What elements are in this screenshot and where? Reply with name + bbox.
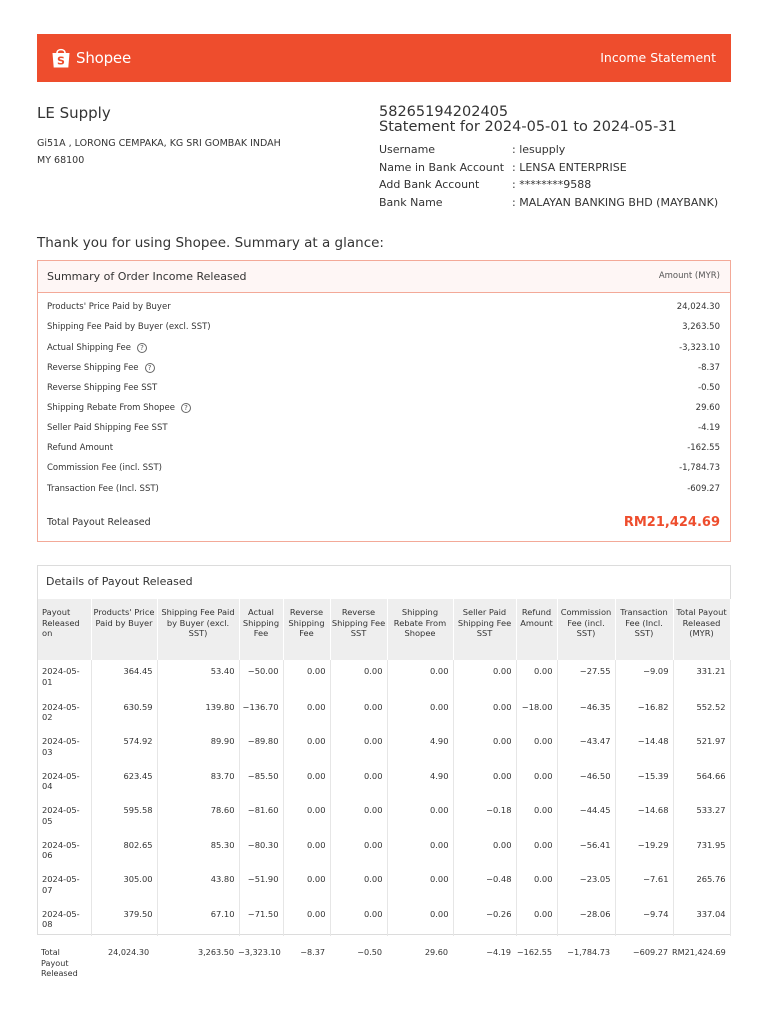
summary-row	[47, 482, 720, 496]
table-cell: 595.58	[91, 798, 157, 833]
shop-address-line1: Gi51A , LORONG CEMPAKA, KG SRI GOMBAK INDAH	[37, 138, 281, 149]
summary-row-label: Actual Shipping Fee	[47, 343, 131, 353]
table-cell: 0.00	[283, 902, 330, 937]
table-cell: −89.80	[239, 729, 283, 764]
table-cell: 0.00	[516, 867, 557, 902]
table-cell: −44.45	[557, 798, 615, 833]
table-cell: 0.00	[453, 833, 516, 868]
column-header: Shipping Rebate From Shopee	[387, 599, 453, 660]
total-payout-row	[47, 515, 720, 530]
total-cell: −609.27	[632, 947, 668, 957]
table-cell: 2024-05-08	[38, 902, 91, 937]
total-cell: 29.60	[424, 947, 448, 957]
table-cell: −51.90	[239, 867, 283, 902]
table-cell: 53.40	[157, 660, 239, 695]
summary-row	[47, 401, 720, 415]
table-cell: −80.30	[239, 833, 283, 868]
table-cell: 731.95	[673, 833, 730, 868]
table-cell: 139.80	[157, 695, 239, 730]
column-header: Payout Released on	[38, 599, 91, 660]
table-cell: 0.00	[330, 695, 387, 730]
summary-row	[47, 300, 720, 314]
table-cell: −14.68	[615, 798, 673, 833]
table-row	[38, 764, 730, 799]
table-row	[38, 902, 730, 937]
column-header: Shipping Fee Paid by Buyer (excl. SST)	[157, 599, 239, 660]
summary-row-label: Reverse Shipping Fee SST	[47, 383, 158, 393]
table-cell: 2024-05-03	[38, 729, 91, 764]
help-icon[interactable]: ?	[145, 363, 155, 373]
table-cell: 802.65	[91, 833, 157, 868]
table-cell: 0.00	[453, 764, 516, 799]
table-cell: 265.76	[673, 867, 730, 902]
amount-header: Amount (MYR)	[658, 271, 720, 281]
table-cell: 564.66	[673, 764, 730, 799]
total-payout-label: Total Payout Released	[47, 517, 151, 528]
table-cell: 0.00	[330, 764, 387, 799]
table-cell: 78.60	[157, 798, 239, 833]
table-cell: 0.00	[453, 695, 516, 730]
table-cell: 0.00	[283, 764, 330, 799]
table-cell: 4.90	[387, 764, 453, 799]
payout-table-header	[38, 599, 730, 660]
table-cell: 0.00	[283, 867, 330, 902]
info-label: Add Bank Account	[379, 178, 480, 192]
total-cell: RM21,424.69	[672, 947, 726, 957]
info-row-bank-name	[379, 196, 718, 214]
shop-address-line2: MY 68100	[37, 155, 85, 166]
table-cell: 0.00	[283, 660, 330, 695]
info-row-bank-account-name	[379, 161, 718, 179]
table-cell: −0.48	[453, 867, 516, 902]
total-payout-value: RM21,424.69	[623, 515, 720, 530]
summary-row-label: Transaction Fee (Incl. SST)	[47, 484, 159, 494]
summary-row	[47, 381, 720, 395]
table-cell: 0.00	[387, 660, 453, 695]
table-cell: 552.52	[673, 695, 730, 730]
info-label: Bank Name	[379, 196, 443, 210]
table-cell: 0.00	[516, 764, 557, 799]
table-cell: −16.82	[615, 695, 673, 730]
total-cell: −8.37	[300, 947, 325, 957]
table-cell: 0.00	[516, 729, 557, 764]
info-label: Username	[379, 143, 436, 156]
table-cell: −0.26	[453, 902, 516, 937]
shop-name: LE Supply	[37, 104, 111, 122]
table-cell: −7.61	[615, 867, 673, 902]
total-cell: −162.55	[516, 947, 552, 957]
table-cell: 364.45	[91, 660, 157, 695]
table-cell: 0.00	[516, 833, 557, 868]
table-cell: 89.90	[157, 729, 239, 764]
info-value: : lesupply	[512, 143, 566, 156]
payout-table	[38, 599, 731, 936]
summary-row-label: Shipping Rebate From Shopee	[47, 403, 176, 413]
table-cell: 305.00	[91, 867, 157, 902]
table-cell: −46.35	[557, 695, 615, 730]
brand-name: Shopee	[76, 49, 131, 67]
table-cell: 0.00	[283, 729, 330, 764]
table-cell: 0.00	[283, 833, 330, 868]
info-value: : MALAYAN BANKING BHD (MAYBANK)	[512, 196, 719, 210]
total-cell: Total Payout Released	[41, 947, 78, 978]
table-cell: −136.70	[239, 695, 283, 730]
summary-row-label: Seller Paid Shipping Fee SST	[47, 423, 168, 433]
table-cell: 0.00	[283, 798, 330, 833]
summary-intro: Thank you for using Shopee. Summary at a glance:	[37, 235, 384, 251]
table-cell: −46.50	[557, 764, 615, 799]
summary-row	[47, 341, 720, 355]
column-header: Total Payout Released (MYR)	[673, 599, 730, 660]
table-cell: 0.00	[387, 695, 453, 730]
table-cell: 0.00	[330, 660, 387, 695]
payout-table-body	[38, 660, 730, 936]
summary-row-label: Commission Fee (incl. SST)	[47, 463, 162, 473]
table-cell: 0.00	[453, 660, 516, 695]
table-row	[38, 729, 730, 764]
table-cell: 2024-05-07	[38, 867, 91, 902]
table-cell: 4.90	[387, 729, 453, 764]
table-cell: 630.59	[91, 695, 157, 730]
total-cell: 3,263.50	[197, 947, 234, 957]
table-cell: 379.50	[91, 902, 157, 937]
table-cell: 574.92	[91, 729, 157, 764]
table-cell: 0.00	[516, 660, 557, 695]
table-cell: 2024-05-05	[38, 798, 91, 833]
summary-row-value: -4.19	[698, 423, 720, 433]
table-cell: 2024-05-04	[38, 764, 91, 799]
summary-row-label: Reverse Shipping Fee	[47, 363, 139, 373]
table-cell: −43.47	[557, 729, 615, 764]
table-cell: 2024-05-01	[38, 660, 91, 695]
table-cell: −9.74	[615, 902, 673, 937]
table-cell: 43.80	[157, 867, 239, 902]
table-cell: −19.29	[615, 833, 673, 868]
table-cell: 2024-05-02	[38, 695, 91, 730]
total-cell: −4.19	[486, 947, 511, 957]
summary-row-value: -162.55	[687, 443, 720, 453]
summary-row-label: Shipping Fee Paid by Buyer (excl. SST)	[47, 322, 211, 332]
column-header: Products' Price Paid by Buyer	[91, 599, 157, 660]
summary-title: Summary of Order Income Released	[47, 270, 247, 283]
details-panel	[37, 565, 731, 935]
summary-row	[47, 361, 720, 375]
table-cell: 0.00	[330, 729, 387, 764]
table-cell: 0.00	[330, 902, 387, 937]
summary-header	[38, 261, 730, 293]
table-cell: 331.21	[673, 660, 730, 695]
summary-row-value: 3,263.50	[682, 322, 720, 332]
table-row	[38, 833, 730, 868]
summary-row-value: 29.60	[695, 403, 720, 413]
table-cell: −18.00	[516, 695, 557, 730]
total-cell: −0.50	[357, 947, 382, 957]
table-cell: −81.60	[239, 798, 283, 833]
table-cell: 0.00	[387, 867, 453, 902]
total-cell: −3,323.10	[238, 947, 281, 957]
table-row	[38, 798, 730, 833]
table-cell: 83.70	[157, 764, 239, 799]
info-value: : LENSA ENTERPRISE	[512, 160, 627, 174]
payout-total-table	[37, 947, 729, 979]
table-cell: 0.00	[283, 695, 330, 730]
table-row	[38, 867, 730, 902]
header-bar	[37, 34, 731, 82]
table-cell: −23.05	[557, 867, 615, 902]
table-cell: −50.00	[239, 660, 283, 695]
table-cell: 67.10	[157, 902, 239, 937]
summary-row	[47, 441, 720, 455]
table-cell: 521.97	[673, 729, 730, 764]
table-cell: 0.00	[516, 798, 557, 833]
table-cell: −14.48	[615, 729, 673, 764]
summary-row-value: -609.27	[687, 484, 720, 494]
table-cell: 0.00	[387, 798, 453, 833]
summary-row-label: Refund Amount	[47, 443, 114, 453]
table-cell: −71.50	[239, 902, 283, 937]
table-cell: 0.00	[330, 798, 387, 833]
statement-period: Statement for 2024-05-01 to 2024-05-31	[379, 119, 677, 135]
info-value: : ********9588	[512, 178, 592, 192]
column-header: Reverse Shipping Fee	[283, 599, 330, 660]
table-cell: 2024-05-06	[38, 833, 91, 868]
table-cell: 0.00	[330, 867, 387, 902]
table-cell: 0.00	[453, 729, 516, 764]
table-cell: −28.06	[557, 902, 615, 937]
column-header: Transaction Fee (Incl. SST)	[615, 599, 673, 660]
summary-row-value: -8.37	[698, 363, 720, 373]
table-row	[38, 695, 730, 730]
table-row	[38, 660, 730, 695]
help-icon[interactable]: ?	[137, 343, 147, 353]
table-cell: −85.50	[239, 764, 283, 799]
info-row-bank-account	[379, 178, 718, 196]
table-cell: 0.00	[330, 833, 387, 868]
table-cell: 623.45	[91, 764, 157, 799]
total-cell: 24,024.30	[108, 947, 150, 957]
summary-row	[47, 461, 720, 475]
page-title: Income Statement	[600, 50, 716, 65]
table-cell: −9.09	[615, 660, 673, 695]
column-header: Reverse Shipping Fee SST	[330, 599, 387, 660]
summary-row-value: 24,024.30	[676, 302, 720, 312]
summary-row-value: -0.50	[698, 383, 720, 393]
account-info	[379, 143, 718, 214]
shopping-bag-icon	[51, 47, 71, 69]
table-cell: −15.39	[615, 764, 673, 799]
statement-id: 58265194202405	[379, 104, 509, 120]
summary-panel	[37, 260, 731, 542]
payout-total-row	[37, 947, 729, 979]
info-row-username	[379, 143, 718, 161]
table-cell: 0.00	[516, 902, 557, 937]
summary-row	[47, 320, 720, 334]
help-icon[interactable]: ?	[181, 403, 191, 413]
details-title: Details of Payout Released	[46, 575, 193, 588]
table-cell: −27.55	[557, 660, 615, 695]
table-cell: 0.00	[387, 833, 453, 868]
table-cell: 0.00	[387, 902, 453, 937]
summary-row-value: -1,784.73	[679, 463, 720, 473]
table-cell: −0.18	[453, 798, 516, 833]
column-header: Commission Fee (incl. SST)	[557, 599, 615, 660]
info-label: Name in Bank Account	[379, 160, 505, 174]
shopee-logo	[51, 47, 131, 69]
column-header: Refund Amount	[516, 599, 557, 660]
table-cell: 337.04	[673, 902, 730, 937]
table-cell: 533.27	[673, 798, 730, 833]
summary-row	[47, 421, 720, 435]
table-cell: 85.30	[157, 833, 239, 868]
total-cell: −1,784.73	[567, 947, 610, 957]
summary-row-label: Products' Price Paid by Buyer	[47, 302, 171, 312]
summary-row-value: -3,323.10	[679, 343, 720, 353]
column-header: Seller Paid Shipping Fee SST	[453, 599, 516, 660]
table-cell: −56.41	[557, 833, 615, 868]
svg-text:S: S	[57, 54, 65, 68]
column-header: Actual Shipping Fee	[239, 599, 283, 660]
